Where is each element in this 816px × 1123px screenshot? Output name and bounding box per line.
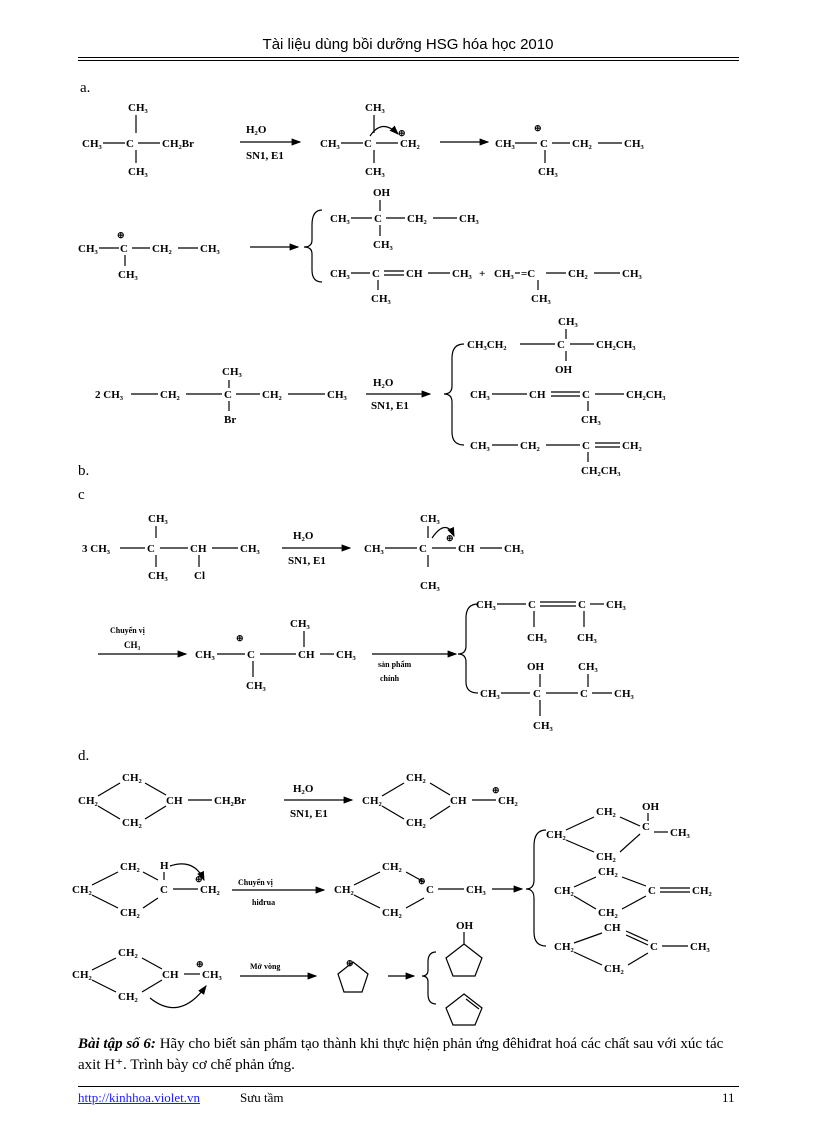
svg-text:CH: CH: [166, 795, 183, 807]
svg-text:CH: CH: [190, 543, 207, 555]
svg-text:C: C: [580, 688, 588, 700]
svg-text:CH₂: CH₂: [400, 138, 420, 150]
svg-text:C: C: [147, 543, 155, 555]
svg-text:CH₂CH₃: CH₂CH₃: [596, 339, 636, 351]
svg-text:CH₂: CH₂: [362, 795, 382, 807]
svg-text:CH₃: CH₃: [531, 293, 551, 305]
svg-text:CH₃: CH₃: [200, 243, 220, 255]
svg-text:CH₃: CH₃: [148, 513, 168, 525]
svg-text:⊕: ⊕: [446, 533, 454, 543]
svg-text:CH₃: CH₃: [494, 268, 514, 280]
svg-text:CH₂: CH₂: [72, 969, 92, 981]
svg-text:CH₃: CH₃: [533, 720, 553, 732]
section-c-label: c: [78, 487, 85, 503]
svg-text:CH₃CH₂: CH₃CH₂: [467, 339, 507, 351]
svg-text:CH₃: CH₃: [578, 661, 598, 673]
svg-text:C: C: [648, 885, 656, 897]
svg-text:C: C: [247, 649, 255, 661]
svg-text:CH₂: CH₂: [262, 389, 282, 401]
svg-text:C: C: [642, 821, 650, 833]
svg-text:CH₃: CH₃: [148, 570, 168, 582]
svg-text:C: C: [582, 389, 590, 401]
scheme-a-row3: [95, 316, 666, 477]
svg-text:CH₃: CH₃: [452, 268, 472, 280]
svg-text:CH₂: CH₂: [72, 884, 92, 896]
svg-text:CH: CH: [604, 922, 621, 934]
cond-main-product-2: chính: [380, 674, 400, 683]
svg-text:CH₂CH₃: CH₂CH₃: [581, 465, 621, 477]
cond-water-3: H₂O: [293, 530, 314, 542]
svg-text:CH₃: CH₃: [480, 688, 500, 700]
svg-text:CH₂: CH₂: [572, 138, 592, 150]
svg-text:CH₃: CH₃: [365, 166, 385, 178]
scheme-d-row2: [72, 801, 713, 975]
svg-text:C: C: [224, 389, 232, 401]
svg-text:CH₃: CH₃: [246, 680, 266, 692]
cond-sn1e1-4: SN1, E1: [290, 808, 328, 820]
svg-text:CH₃: CH₃: [622, 268, 642, 280]
page-header-title: Tài liệu dùng bồi dưỡng HSG hóa học 2010: [262, 36, 554, 53]
svg-text:CH₂: CH₂: [604, 963, 624, 975]
cond-sn1e1: SN1, E1: [246, 150, 284, 162]
svg-text:CH₂: CH₂: [382, 861, 402, 873]
cond-water: H₂O: [246, 124, 267, 136]
svg-text:CH₃: CH₃: [240, 543, 260, 555]
svg-text:CH₃: CH₃: [476, 599, 496, 611]
svg-text:CH₂Br: CH₂Br: [162, 138, 195, 150]
svg-text:CH₂CH₃: CH₂CH₃: [626, 389, 666, 401]
svg-text:CH₃: CH₃: [577, 632, 597, 644]
svg-text:CH₃: CH₃: [420, 580, 440, 592]
svg-text:C: C: [160, 884, 168, 896]
svg-text:CH₃: CH₃: [202, 969, 222, 981]
svg-text:⊕: ⊕: [195, 874, 203, 884]
exercise-6: [78, 1034, 738, 1076]
svg-text:CH₃: CH₃: [365, 102, 385, 114]
svg-text:H: H: [160, 860, 169, 872]
svg-text:CH₂: CH₂: [334, 884, 354, 896]
svg-text:C: C: [540, 138, 548, 150]
svg-text:C: C: [419, 543, 427, 555]
svg-text:CH₂: CH₂: [200, 884, 220, 896]
footer-source: Sưu tầm: [240, 1090, 284, 1105]
svg-text:CH₃: CH₃: [558, 316, 578, 328]
svg-text:CH₂: CH₂: [118, 991, 138, 1003]
svg-text:C: C: [372, 268, 380, 280]
svg-text:CH₂Br: CH₂Br: [214, 795, 247, 807]
svg-text:CH₃: CH₃: [330, 268, 350, 280]
svg-text:CH₂: CH₂: [152, 243, 172, 255]
svg-text:CH₂: CH₂: [596, 806, 616, 818]
svg-text:CH₃: CH₃: [466, 884, 486, 896]
scheme-a-row1: [82, 102, 645, 178]
svg-text:+: +: [479, 268, 486, 280]
svg-text:CH₃: CH₃: [420, 513, 440, 525]
svg-text:⊕: ⊕: [492, 785, 500, 795]
svg-text:Br: Br: [224, 414, 237, 426]
svg-text:⊕: ⊕: [418, 876, 426, 886]
svg-text:CH₃: CH₃: [606, 599, 626, 611]
svg-text:CH₃: CH₃: [320, 138, 340, 150]
scheme-c-row1: [82, 513, 525, 592]
svg-text:CH₂: CH₂: [554, 885, 574, 897]
svg-text:CH₃: CH₃: [470, 389, 490, 401]
svg-text:CH₂: CH₂: [568, 268, 588, 280]
scheme-d-row1: [78, 772, 519, 829]
svg-text:CH₃: CH₃: [330, 213, 350, 225]
svg-text:CH: CH: [529, 389, 546, 401]
cond-ring-expansion: Mở vòng: [250, 962, 281, 971]
scheme-a-row2: [78, 187, 643, 305]
cond-water-2: H₂O: [373, 377, 394, 389]
svg-text:CH₃: CH₃: [495, 138, 515, 150]
svg-text:OH: OH: [642, 801, 660, 813]
svg-text:CH₃: CH₃: [336, 649, 356, 661]
svg-text:CH₂: CH₂: [498, 795, 518, 807]
svg-text:CH₃: CH₃: [290, 618, 310, 630]
svg-text:=C: =C: [521, 268, 536, 280]
cond-sn1e1-2: SN1, E1: [371, 400, 409, 412]
svg-text:⊕: ⊕: [117, 230, 125, 240]
svg-text:CH: CH: [298, 649, 315, 661]
svg-text:CH₂: CH₂: [120, 907, 140, 919]
svg-text:CH₂: CH₂: [598, 866, 618, 878]
section-d-label: d.: [78, 748, 90, 764]
svg-text:C: C: [582, 440, 590, 452]
svg-text:CH₃: CH₃: [128, 166, 148, 178]
svg-text:C: C: [120, 243, 128, 255]
svg-text:C: C: [364, 138, 372, 150]
cond-hydride: hiđrua: [252, 898, 276, 907]
cond-rearrangement: Chuyển vị: [110, 626, 145, 635]
section-b-label: b.: [78, 463, 90, 479]
svg-text:CH₃: CH₃: [222, 366, 242, 378]
svg-text:⊕: ⊕: [534, 123, 542, 133]
svg-text:CH₃: CH₃: [581, 414, 601, 426]
svg-text:CH₂: CH₂: [406, 772, 426, 784]
page-number: 11: [722, 1090, 735, 1105]
svg-text:CH₃: CH₃: [371, 293, 391, 305]
svg-text:CH₃: CH₃: [504, 543, 524, 555]
scheme-c-row2: [98, 599, 635, 732]
svg-text:2 CH₃: 2 CH₃: [95, 389, 124, 401]
svg-text:CH₂: CH₂: [520, 440, 540, 452]
cond-water-4: H₂O: [293, 783, 314, 795]
svg-text:⊕: ⊕: [236, 633, 244, 643]
svg-text:3 CH₃: 3 CH₃: [82, 543, 111, 555]
svg-text:CH₂: CH₂: [692, 885, 712, 897]
svg-text:CH₃: CH₃: [195, 649, 215, 661]
cond-main-product: sản phẩm: [378, 660, 412, 669]
svg-text:CH₂: CH₂: [554, 941, 574, 953]
svg-text:CH: CH: [450, 795, 467, 807]
svg-text:CH₃: CH₃: [527, 632, 547, 644]
svg-text:CH₃: CH₃: [118, 269, 138, 281]
svg-text:CH₃: CH₃: [373, 239, 393, 251]
svg-text:CH₂: CH₂: [546, 829, 566, 841]
scheme-d-row3: [72, 920, 482, 1025]
svg-text:CH₃: CH₃: [82, 138, 102, 150]
svg-text:CH₂: CH₂: [382, 907, 402, 919]
svg-text:CH₃: CH₃: [670, 827, 690, 839]
svg-text:CH₂: CH₂: [598, 907, 618, 919]
svg-text:C: C: [533, 688, 541, 700]
svg-text:⊕: ⊕: [196, 959, 204, 969]
svg-text:CH₃: CH₃: [459, 213, 479, 225]
svg-text:CH: CH: [162, 969, 179, 981]
svg-text:CH₂: CH₂: [78, 795, 98, 807]
svg-text:C: C: [557, 339, 565, 351]
svg-text:CH₂: CH₂: [120, 861, 140, 873]
footer-link[interactable]: http://kinhhoa.violet.vn: [78, 1090, 201, 1105]
svg-text:CH₃: CH₃: [327, 389, 347, 401]
svg-text:CH₂: CH₂: [407, 213, 427, 225]
svg-text:CH₂: CH₂: [122, 817, 142, 829]
svg-text:CH₂: CH₂: [622, 440, 642, 452]
exercise-title: Bài tập số 6:: [78, 1036, 156, 1052]
svg-text:C: C: [374, 213, 382, 225]
svg-text:CH₂: CH₂: [122, 772, 142, 784]
svg-text:CH: CH: [406, 268, 423, 280]
svg-text:CH₃: CH₃: [624, 138, 644, 150]
svg-text:CH₃: CH₃: [364, 543, 384, 555]
cond-ch3: CH₃: [124, 640, 141, 650]
svg-text:CH: CH: [458, 543, 475, 555]
svg-text:C: C: [650, 941, 658, 953]
svg-text:CH₂: CH₂: [406, 817, 426, 829]
exercise-text: Hãy cho biết sản phẩm tạo thành khi thực hiện phản ứng đêhiđrat hoá các chất sau với xúc tác axit H⁺. Trình bày cơ chế phản ứng.: [78, 1036, 724, 1073]
svg-text:CH₃: CH₃: [78, 243, 98, 255]
svg-text:OH: OH: [527, 661, 545, 673]
svg-text:C: C: [528, 599, 536, 611]
svg-text:CH₂: CH₂: [160, 389, 180, 401]
cond-rearrangement-2: Chuyển vị: [238, 878, 273, 887]
svg-text:CH₃: CH₃: [614, 688, 634, 700]
svg-text:CH₃: CH₃: [690, 941, 710, 953]
svg-text:⊕: ⊕: [398, 128, 406, 138]
svg-text:OH: OH: [555, 364, 573, 376]
svg-text:CH₃: CH₃: [128, 102, 148, 114]
svg-text:Cl: Cl: [194, 570, 205, 582]
section-a-label: a.: [80, 80, 91, 96]
svg-text:CH₂: CH₂: [118, 947, 138, 959]
svg-text:CH₃: CH₃: [538, 166, 558, 178]
svg-text:CH₃: CH₃: [470, 440, 490, 452]
svg-text:⊕: ⊕: [346, 958, 354, 968]
svg-text:C: C: [126, 138, 134, 150]
svg-text:OH: OH: [373, 187, 391, 199]
svg-text:C: C: [578, 599, 586, 611]
svg-text:CH₂: CH₂: [596, 851, 616, 863]
svg-text:C: C: [426, 884, 434, 896]
footer-rule: [78, 1086, 739, 1087]
svg-text:OH: OH: [456, 920, 474, 932]
cond-sn1e1-3: SN1, E1: [288, 555, 326, 567]
